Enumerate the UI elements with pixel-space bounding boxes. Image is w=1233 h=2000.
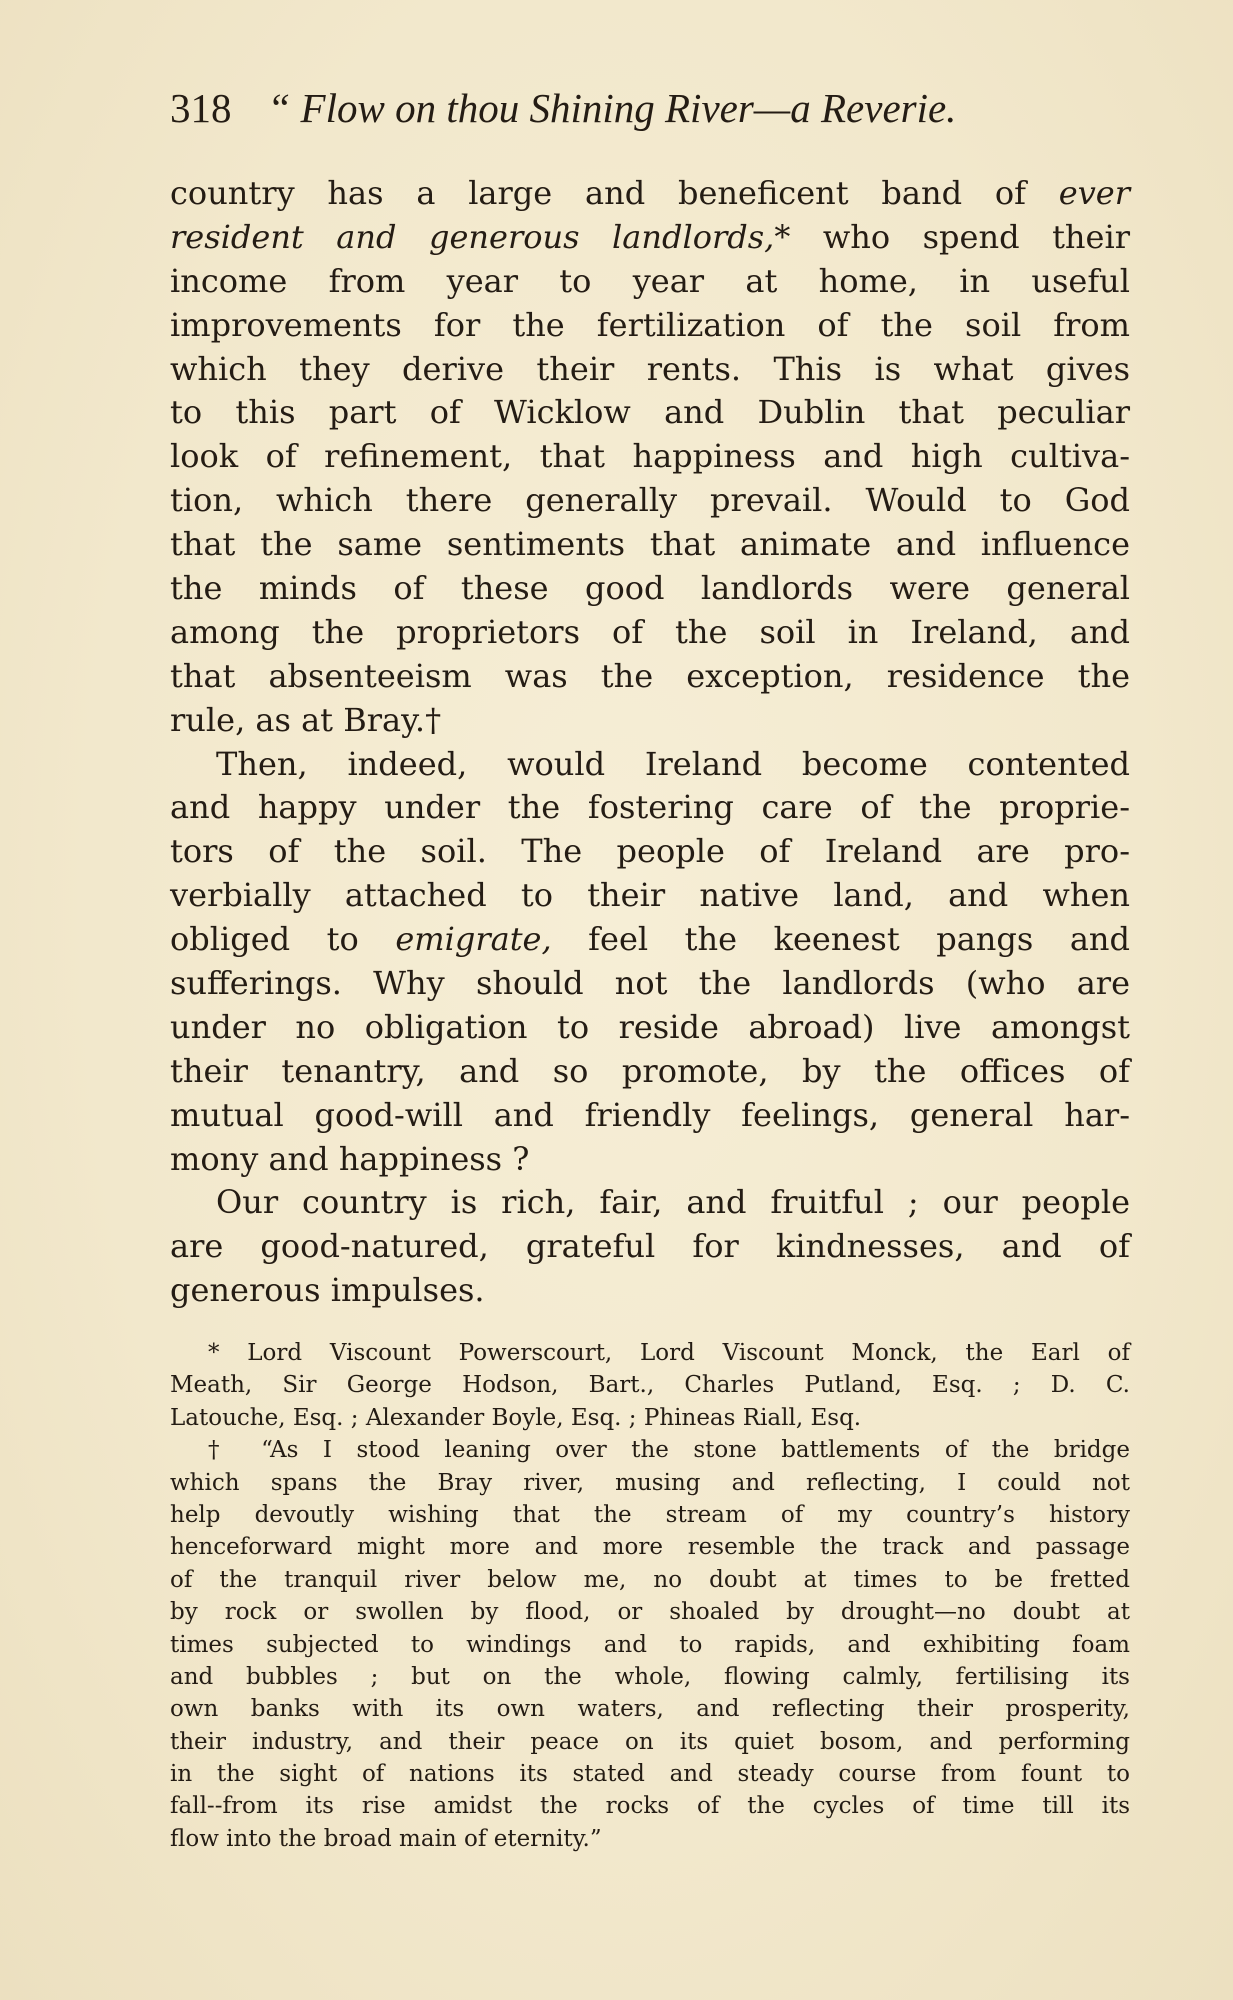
footnotes: [170, 1337, 1130, 1855]
body-line: mutual good-will and friendly feelings, general har-: [170, 1095, 1130, 1134]
body-line: the minds of these good landlords were general: [170, 569, 1130, 608]
footnote-line: henceforward might more and more resemble the track and passage: [170, 1534, 1130, 1561]
body-line: mony and happiness ?: [170, 1139, 530, 1178]
body-line: under no obligation to reside abroad) live amongst: [170, 1007, 1130, 1046]
body-line: tion, which there generally prevail. Would to God: [170, 481, 1130, 520]
body-line: and happy under the fostering care of the proprie-: [170, 788, 1130, 827]
footnote-line: own banks with its own waters, and reflecting their prosperity,: [170, 1696, 1130, 1723]
body-line: that absenteeism was the exception, residence the: [170, 656, 1130, 695]
footnote-line: flow into the broad main of eternity.”: [170, 1825, 602, 1852]
body-line: obliged to emigrate, feel the keenest pangs and: [170, 920, 1131, 959]
footnote-line: in the sight of nations its stated and steady course from fount to: [170, 1761, 1130, 1788]
footnote-line: * Lord Viscount Powerscourt, Lord Viscount Monck, the Earl of: [208, 1340, 1130, 1366]
footnote-line: Latouche, Esq. ; Alexander Boyle, Esq. ; Phineas Riall, Esq.: [170, 1404, 862, 1431]
body-line: income from year to year at home, in useful: [170, 261, 1130, 300]
footnote-line: which spans the Bray river, musing and reflecting, I could not: [170, 1469, 1130, 1496]
body-line: among the proprietors of the soil in Ireland, and: [170, 612, 1130, 651]
body-line: generous impulses.: [170, 1271, 485, 1310]
footnote-line: their industry, and their peace on its quiet bosom, and performing: [170, 1728, 1130, 1755]
body-line: resident and generous landlords,* who spend their: [170, 217, 1131, 256]
footnote-line: fall--from its rise amidst the rocks of the cycles of time till its: [170, 1793, 1130, 1820]
body-line: country has a large and beneficent band of ever: [170, 174, 1130, 212]
body-line: verbially attached to their native land, and when: [170, 876, 1130, 915]
footnote-line: of the tranquil river below me, no doubt at times to be fretted: [170, 1566, 1130, 1593]
footnote-line: times subjected to windings and to rapids, and exhibiting foam: [170, 1631, 1130, 1658]
body-line: their tenantry, and so promote, by the offices of: [170, 1051, 1130, 1090]
body-line: that the same sentiments that animate and influence: [170, 525, 1130, 564]
footnote-line: † “As I stood leaning over the stone battlements of the bridge: [208, 1437, 1130, 1464]
body-line: which they derive their rents. This is what gives: [170, 349, 1130, 388]
body-text: [170, 172, 1130, 1313]
body-line: to this part of Wicklow and Dublin that peculiar: [170, 393, 1130, 432]
body-line: improvements for the fertilization of the soil from: [170, 305, 1130, 344]
footnote-line: Meath, Sir George Hodson, Bart., Charles Putland, Esq. ; D. C.: [170, 1372, 1130, 1399]
body-line: are good-natured, grateful for kindnesses, and of: [170, 1227, 1130, 1266]
body-line: rule, as at Bray.†: [170, 700, 442, 739]
body-line: tors of the soil. The people of Ireland are pro-: [170, 832, 1130, 871]
running-header: [170, 84, 956, 132]
body-line: sufferings. Why should not the landlords (who are: [170, 964, 1130, 1003]
footnote-line: help devoutly wishing that the stream of my country’s history: [170, 1501, 1130, 1528]
body-line: Our country is rich, fair, and fruitful ; our people: [216, 1183, 1130, 1222]
footnote-line: and bubbles ; but on the whole, flowing calmly, fertilising its: [170, 1663, 1130, 1690]
footnote-line: by rock or swollen by flood, or shoaled by drought—no doubt at: [170, 1599, 1130, 1626]
body-line: look of refinement, that happiness and high cultiva-: [170, 437, 1130, 476]
body-line: Then, indeed, would Ireland become contented: [216, 744, 1130, 783]
running-title: “ Flow on thou Shining River—a Reverie.: [267, 85, 957, 131]
page-number: 318: [170, 85, 232, 131]
